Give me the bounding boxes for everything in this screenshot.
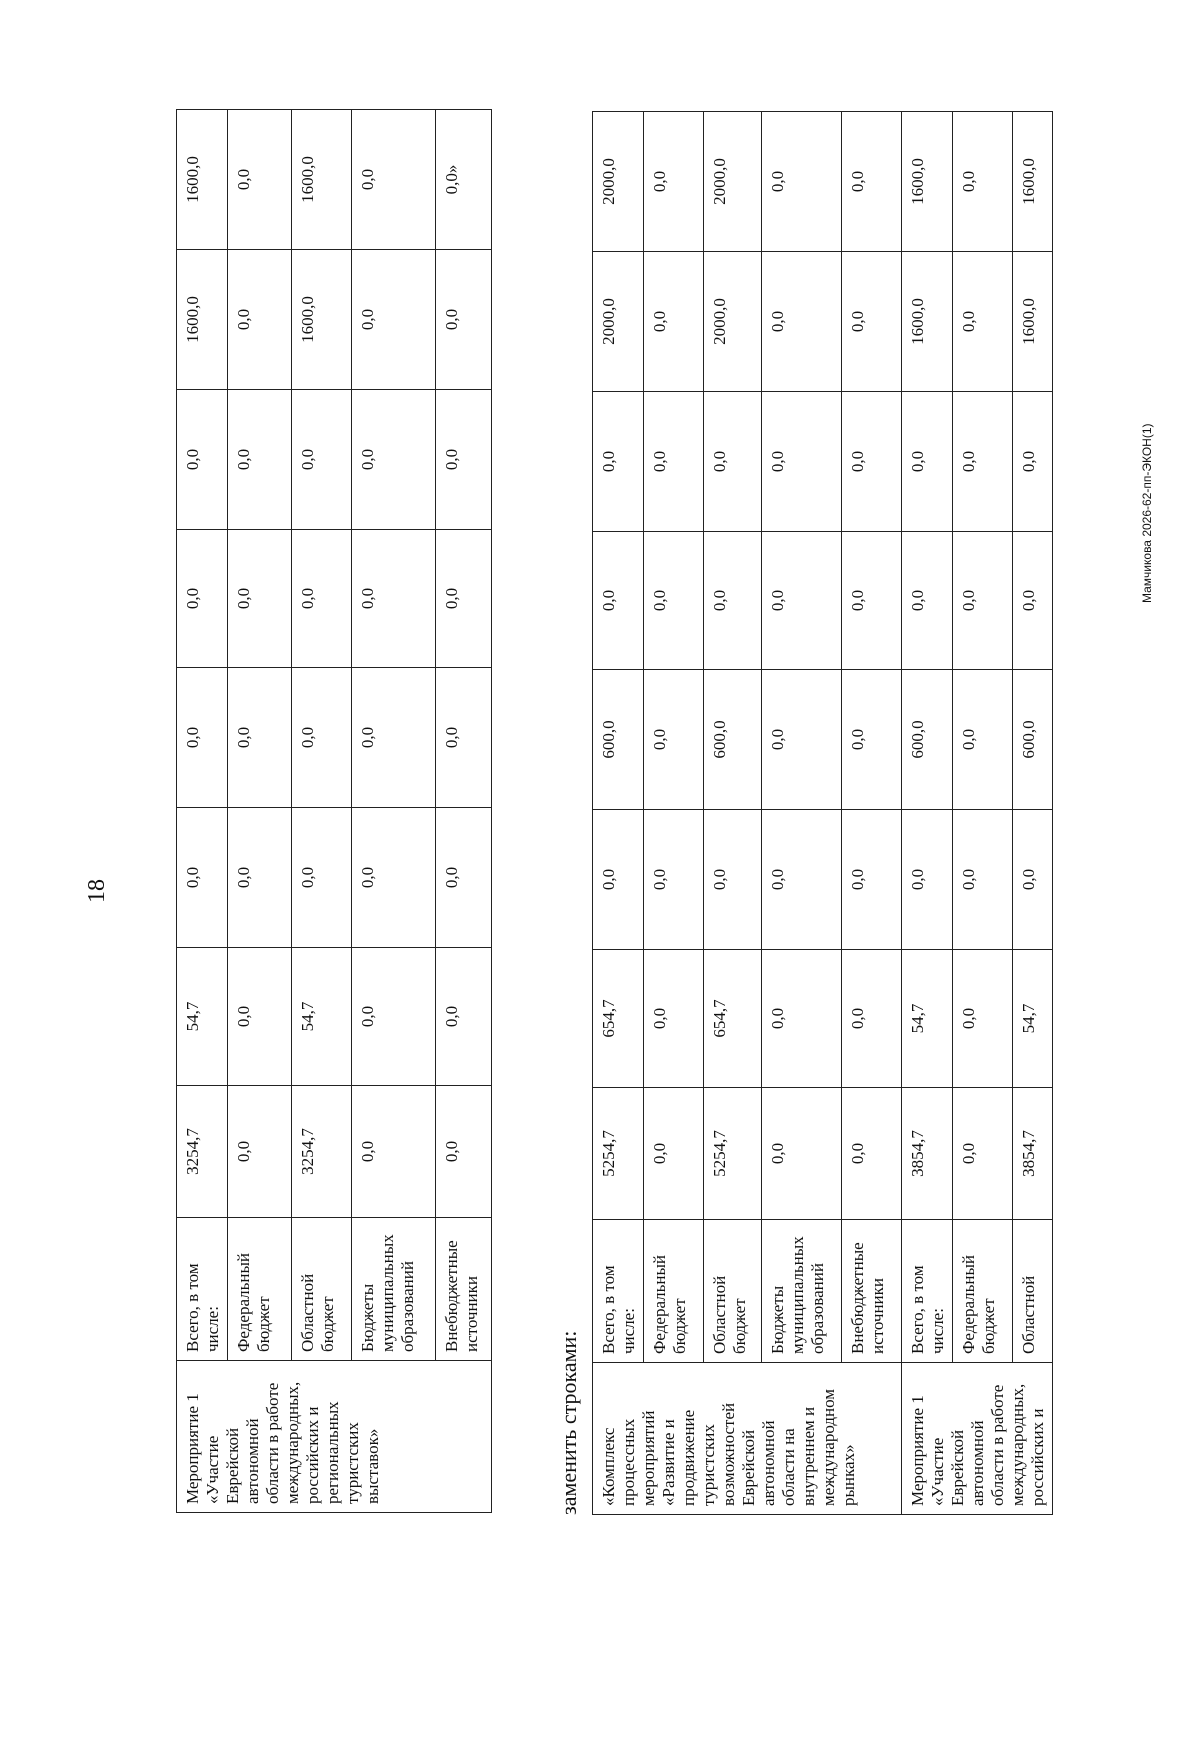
value-cell: 0,0: [842, 950, 902, 1088]
value-cell: 0,0: [953, 1088, 1013, 1220]
funding-source-cell: Областной бюджет: [704, 1220, 762, 1363]
funding-source-cell: Федеральный бюджет: [644, 1220, 704, 1363]
value-cell: 0,0»: [436, 110, 492, 250]
value-cell: 0,0: [902, 532, 953, 670]
funding-source-cell: Бюджеты муниципальных образований: [352, 1218, 436, 1361]
value-cell: 0,0: [593, 392, 644, 532]
value-cell: 2000,0: [704, 112, 762, 252]
funding-source-cell: Областной бюджет: [292, 1218, 352, 1361]
value-cell: 54,7: [1013, 950, 1053, 1088]
value-cell: 0,0: [842, 112, 902, 252]
value-cell: 0,0: [292, 668, 352, 808]
value-cell: 0,0: [177, 668, 228, 808]
budget-table-top: [176, 109, 492, 1513]
value-cell: 1600,0: [1013, 252, 1053, 392]
value-cell: 0,0: [352, 1086, 436, 1218]
document-code-footer: Мамчикова 2026-62-пп-ЭКОН(1): [1140, 423, 1154, 603]
value-cell: 0,0: [228, 808, 292, 948]
value-cell: 0,0: [228, 668, 292, 808]
value-cell: 0,0: [902, 810, 953, 950]
value-cell: 1600,0: [292, 250, 352, 390]
value-cell: 600,0: [593, 670, 644, 810]
value-cell: 0,0: [177, 390, 228, 530]
table-row: [1013, 112, 1053, 1515]
value-cell: 0,0: [292, 390, 352, 530]
value-cell: 0,0: [352, 110, 436, 250]
table-row: [292, 110, 352, 1513]
value-cell: 0,0: [436, 808, 492, 948]
value-cell: 0,0: [842, 392, 902, 532]
value-cell: 654,7: [704, 950, 762, 1088]
table-row: [436, 110, 492, 1513]
budget-table-replacement: [592, 111, 1053, 1515]
value-cell: 0,0: [762, 950, 842, 1088]
value-cell: 0,0: [953, 392, 1013, 532]
value-cell: 54,7: [292, 948, 352, 1086]
value-cell: 0,0: [1013, 392, 1053, 532]
event-name-cell: Мероприятие 1 «Участие Еврейской автономной области в работе международных, российских и: [902, 1363, 1053, 1515]
value-cell: 0,0: [436, 250, 492, 390]
value-cell: 0,0: [902, 392, 953, 532]
value-cell: 0,0: [953, 252, 1013, 392]
value-cell: 0,0: [762, 532, 842, 670]
value-cell: 0,0: [352, 390, 436, 530]
event-name-cell: «Комплекс процессных мероприятий «Развитие и продвижение туристских возможностей Еврейской автономной области на внутреннем и международном рынках»: [593, 1363, 902, 1515]
value-cell: 0,0: [644, 112, 704, 252]
funding-source-cell: Внебюджетные источники: [842, 1220, 902, 1363]
value-cell: 3854,7: [1013, 1088, 1053, 1220]
value-cell: 1600,0: [177, 250, 228, 390]
value-cell: 654,7: [593, 950, 644, 1088]
value-cell: 0,0: [704, 392, 762, 532]
value-cell: 0,0: [842, 252, 902, 392]
value-cell: 600,0: [1013, 670, 1053, 810]
table-row: [704, 112, 762, 1515]
value-cell: 1600,0: [902, 252, 953, 392]
value-cell: 0,0: [953, 670, 1013, 810]
value-cell: 0,0: [228, 948, 292, 1086]
value-cell: 3854,7: [902, 1088, 953, 1220]
value-cell: 0,0: [436, 668, 492, 808]
value-cell: 0,0: [953, 532, 1013, 670]
funding-source-cell: Областной: [1013, 1220, 1053, 1363]
replace-instruction: заменить строками:: [556, 1330, 581, 1515]
table-row: [228, 110, 292, 1513]
value-cell: 0,0: [436, 1086, 492, 1218]
value-cell: 54,7: [177, 948, 228, 1086]
table-row: [177, 110, 228, 1513]
table-row: [593, 112, 644, 1515]
value-cell: 600,0: [902, 670, 953, 810]
value-cell: 0,0: [842, 1088, 902, 1220]
value-cell: 5254,7: [704, 1088, 762, 1220]
value-cell: 2000,0: [593, 252, 644, 392]
value-cell: 1600,0: [177, 110, 228, 250]
page-number: 18: [84, 879, 110, 903]
value-cell: 0,0: [593, 810, 644, 950]
event-name-cell: Мероприятие 1 «Участие Еврейской автономной области в работе международных, российских и региональных туристских выставок»: [177, 1361, 492, 1513]
value-cell: 0,0: [762, 670, 842, 810]
table-row: [352, 110, 436, 1513]
funding-source-cell: Федеральный бюджет: [953, 1220, 1013, 1363]
funding-source-cell: Внебюджетные источники: [436, 1218, 492, 1361]
table-row: [953, 112, 1013, 1515]
value-cell: 0,0: [762, 1088, 842, 1220]
value-cell: 0,0: [842, 532, 902, 670]
value-cell: 0,0: [644, 252, 704, 392]
value-cell: 0,0: [644, 670, 704, 810]
funding-source-cell: Бюджеты муниципальных образований: [762, 1220, 842, 1363]
value-cell: 1600,0: [1013, 112, 1053, 252]
value-cell: 0,0: [704, 532, 762, 670]
table-row: [644, 112, 704, 1515]
value-cell: 1600,0: [902, 112, 953, 252]
value-cell: 0,0: [762, 392, 842, 532]
value-cell: 0,0: [228, 110, 292, 250]
value-cell: 0,0: [953, 810, 1013, 950]
value-cell: 1600,0: [292, 110, 352, 250]
value-cell: 0,0: [228, 390, 292, 530]
value-cell: 0,0: [842, 810, 902, 950]
value-cell: 0,0: [704, 810, 762, 950]
value-cell: 0,0: [644, 1088, 704, 1220]
value-cell: 0,0: [762, 112, 842, 252]
value-cell: 0,0: [436, 530, 492, 668]
value-cell: 0,0: [352, 250, 436, 390]
value-cell: 0,0: [352, 948, 436, 1086]
value-cell: 0,0: [953, 950, 1013, 1088]
value-cell: 0,0: [762, 810, 842, 950]
funding-source-cell: Всего, в том числе:: [902, 1220, 953, 1363]
value-cell: 0,0: [436, 948, 492, 1086]
value-cell: 0,0: [228, 530, 292, 668]
value-cell: 2000,0: [593, 112, 644, 252]
value-cell: 5254,7: [593, 1088, 644, 1220]
value-cell: 0,0: [352, 668, 436, 808]
value-cell: 0,0: [436, 390, 492, 530]
value-cell: 0,0: [352, 808, 436, 948]
value-cell: 54,7: [902, 950, 953, 1088]
funding-source-cell: Всего, в том числе:: [593, 1220, 644, 1363]
value-cell: 0,0: [644, 392, 704, 532]
value-cell: 2000,0: [704, 252, 762, 392]
value-cell: 0,0: [1013, 532, 1053, 670]
value-cell: 0,0: [177, 808, 228, 948]
value-cell: 0,0: [228, 1086, 292, 1218]
value-cell: 0,0: [644, 532, 704, 670]
value-cell: 0,0: [842, 670, 902, 810]
value-cell: 3254,7: [177, 1086, 228, 1218]
funding-source-cell: Всего, в том числе:: [177, 1218, 228, 1361]
value-cell: 0,0: [292, 530, 352, 668]
funding-source-cell: Федеральный бюджет: [228, 1218, 292, 1361]
value-cell: 0,0: [177, 530, 228, 668]
value-cell: 0,0: [644, 810, 704, 950]
value-cell: 0,0: [593, 532, 644, 670]
value-cell: 0,0: [762, 252, 842, 392]
value-cell: 3254,7: [292, 1086, 352, 1218]
table-row: [902, 112, 953, 1515]
value-cell: 0,0: [228, 250, 292, 390]
table-row: [842, 112, 902, 1515]
value-cell: 0,0: [292, 808, 352, 948]
value-cell: 0,0: [352, 530, 436, 668]
value-cell: 0,0: [1013, 810, 1053, 950]
table-row: [762, 112, 842, 1515]
value-cell: 0,0: [644, 950, 704, 1088]
value-cell: 600,0: [704, 670, 762, 810]
value-cell: 0,0: [953, 112, 1013, 252]
